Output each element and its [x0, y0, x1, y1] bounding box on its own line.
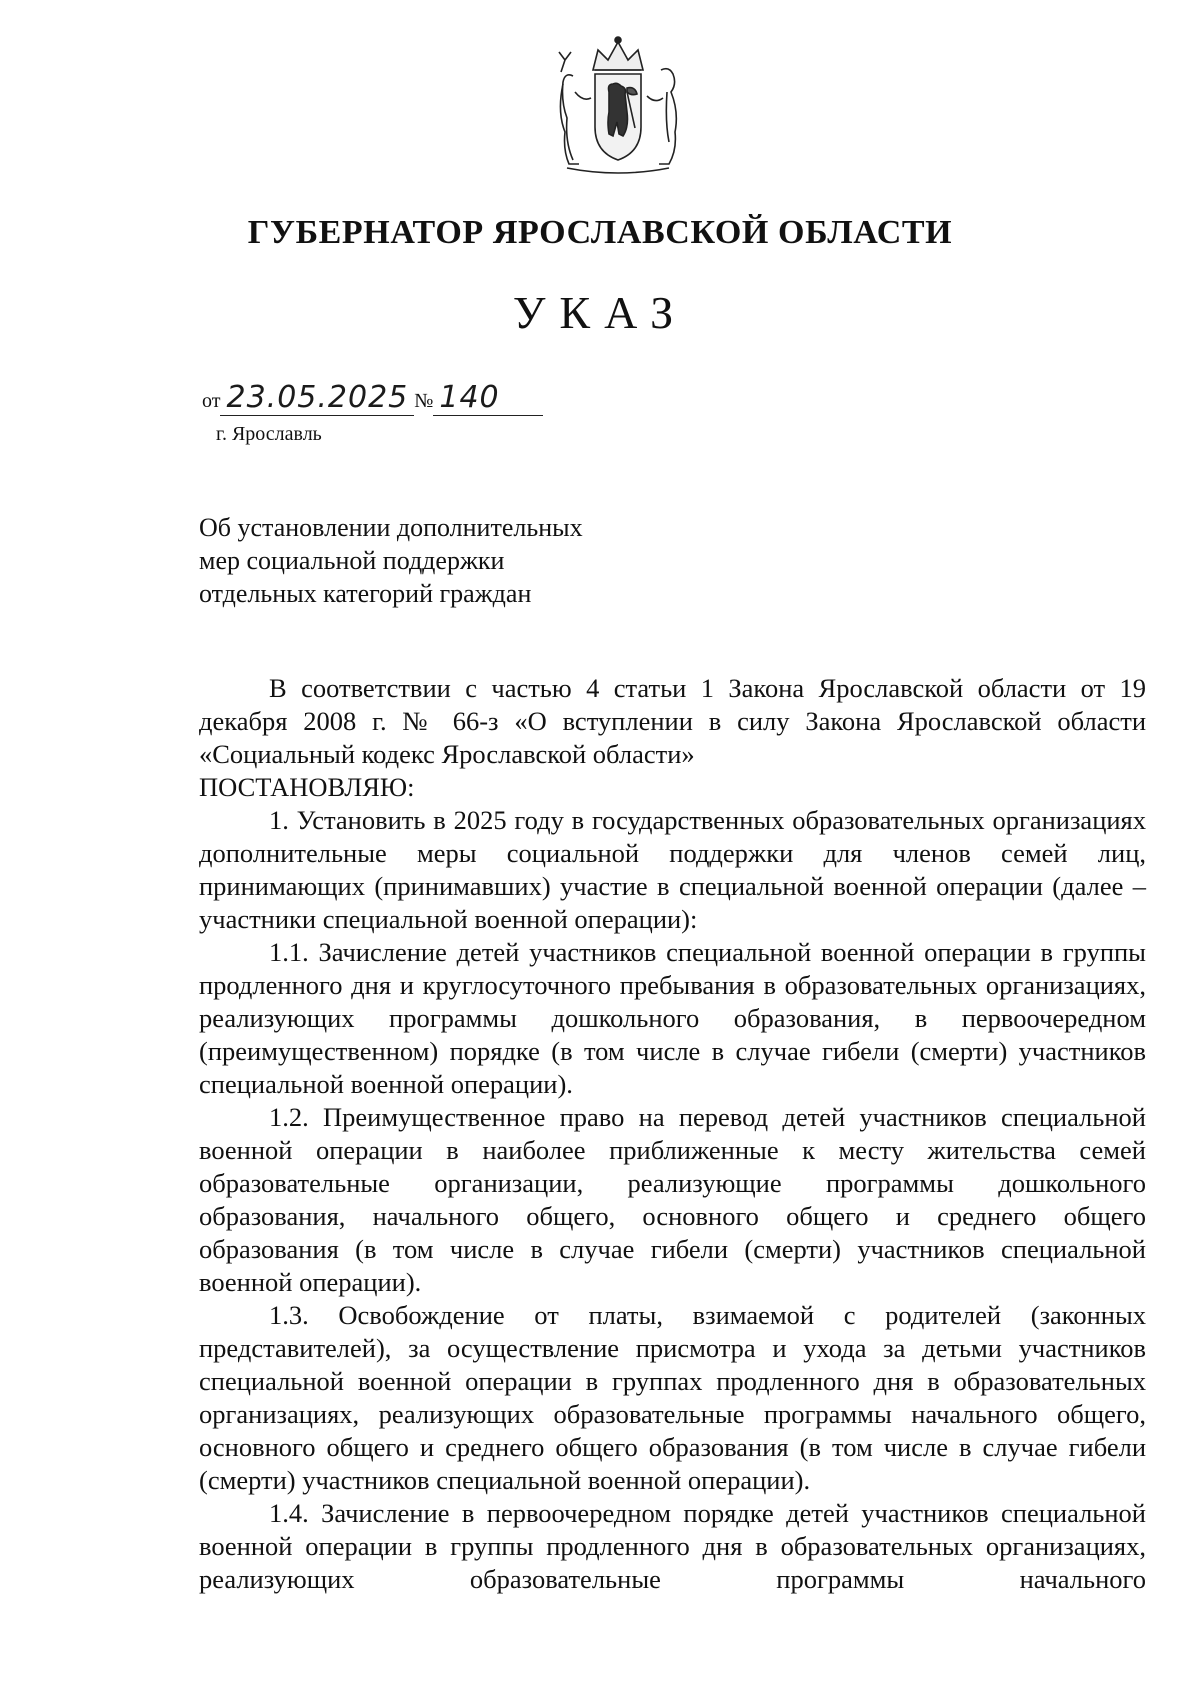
document-body — [199, 672, 1146, 1596]
issue-city: г. Ярославль — [216, 423, 322, 445]
document-number: 140 — [433, 383, 543, 416]
subject-line: отдельных категорий граждан — [199, 579, 532, 608]
clause-1-3: 1.3. Освобождение от платы, взимаемой с родителей (законных представителей), за осуществление присмотра и ухода за детьми участников специальной военной операции в группах продленного дня в образовательных организациях, реализующих образовательные программы начального общего, основного общего и среднего общего образования (в том числе в случае гибели (смерти) участников специальной военной операции). — [199, 1300, 1146, 1495]
clause-1-2: 1.2. Преимущественное право на перевод детей участников специальной военной операции в наиболее приближенные к месту жительства семей образовательные организации, реализующие программы дошкольного образования, начального общего, основного общего и среднего общего образования (в том числе в случае гибели (смерти) участников специальной военной операции). — [199, 1102, 1146, 1297]
subject-line: Об установлении дополнительных — [199, 513, 583, 542]
clause-1: 1. Установить в 2025 году в государственных образовательных организациях дополнительные меры социальной поддержки для членов семей лиц, принимающих (принимавших) участие в специальной военной операции (далее – участники специальной военной операции): — [199, 805, 1146, 934]
number-prefix: № — [414, 390, 434, 412]
document-meta — [202, 380, 543, 416]
subject-line: мер социальной поддержки — [199, 546, 505, 575]
decree-word: ПОСТАНОВЛЯЮ: — [199, 772, 415, 802]
issuing-authority: ГУБЕРНАТОР ЯРОСЛАВСКОЙ ОБЛАСТИ — [247, 214, 953, 251]
date-prefix: от — [202, 390, 221, 412]
coat-of-arms-icon — [543, 32, 693, 182]
document-type: УКАЗ — [512, 287, 688, 338]
clause-1-4: 1.4. Зачисление в первоочередном порядке детей участников специальной военной операции в группы продленного дня в образовательных организациях, реализующих образовательные программы начального — [199, 1498, 1146, 1594]
preamble-paragraph: В соответствии с частью 4 статьи 1 Закона Ярославской области от 19 декабря 2008 г. № 66-з «О вступлении в силу Закона Ярославской области «Социальный кодекс Ярославской области» — [199, 673, 1146, 769]
clause-1-1: 1.1. Зачисление детей участников специальной военной операции в группы продленного дня и круглосуточного пребывания в образовательных организациях, реализующих программы дошкольного образования, в первоочередном (преимущественном) порядке (в том числе в случае гибели (смерти) участников специальной военной операции). — [199, 937, 1146, 1099]
document-subject — [199, 511, 719, 610]
document-date: 23.05.2025 — [220, 383, 414, 416]
